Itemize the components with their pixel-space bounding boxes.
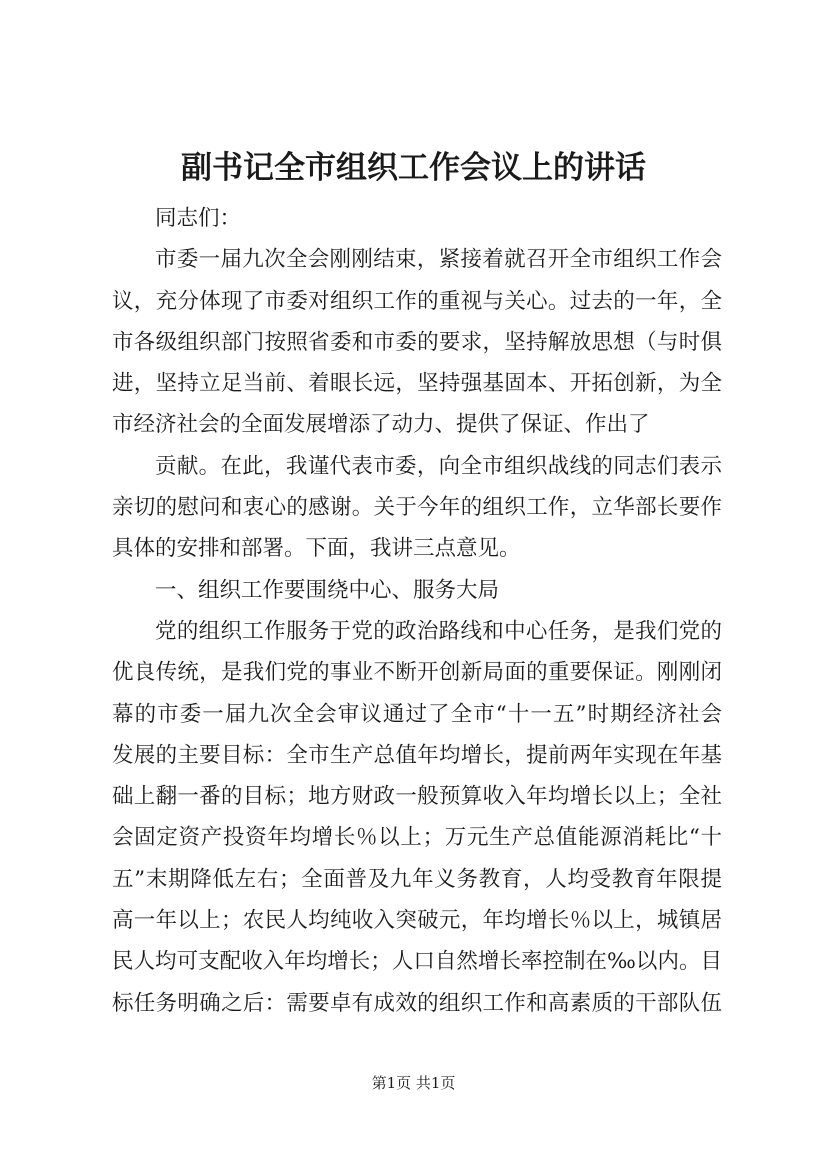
paragraph-line: 议，充分体现了市委对组织工作的重视与关心。过去的一年，全 [112,288,722,314]
paragraph-line: 发展的主要目标：全市生产总值年均增长，提前两年实现在年基 [112,742,722,768]
paragraph-line: 民人均可支配收入年均增长；人口自然增长率控制在‰以内。目 [112,949,722,975]
paragraph-line: 贡献。在此，我谨代表市委，向全市组织战线的同志们表示 [155,453,722,479]
page-footer: 第1页 共1页 [371,1074,456,1092]
paragraph-line: 市各级组织部门按照省委和市委的要求，坚持解放思想（与时俱 [112,329,722,355]
paragraph-line: 进，坚持立足当前、着眼长远，坚持强基固本、开拓创新，为全 [112,371,722,397]
paragraph-line: 党的组织工作服务于党的政治路线和中心任务，是我们党的 [155,618,722,644]
paragraph-line: 标任务明确之后：需要卓有成效的组织工作和高素质的干部队伍 [112,990,722,1016]
paragraph-line: 优良传统，是我们党的事业不断开创新局面的重要保证。刚刚闭 [112,660,722,686]
document-title: 副书记全市组织工作会议上的讲话 [181,150,646,186]
paragraph-line: 础上翻一番的目标；地方财政一般预算收入年均增长以上；全社 [112,784,722,810]
paragraph-line: 会固定资产投资年均增长％以上；万元生产总值能源消耗比“十 [112,825,722,851]
paragraph-line: 亲切的慰问和衷心的感谢。关于今年的组织工作，立华部长要作 [112,495,722,521]
paragraph-line: 具体的安排和部署。下面，我讲三点意见。 [112,536,521,562]
section-heading: 一、组织工作要围绕中心、服务大局 [155,577,500,603]
paragraph-line: 市经济社会的全面发展增添了动力、提供了保证、作出了 [112,412,650,438]
paragraph-line: 市委一届九次全会刚刚结束，紧接着就召开全市组织工作会 [155,247,722,273]
paragraph-line: 高一年以上；农民人均纯收入突破元，年均增长％以上，城镇居 [112,908,722,934]
paragraph-line: 五”末期降低左右；全面普及九年义务教育，人均受教育年限提 [112,866,722,892]
document-body [112,198,722,1024]
paragraph-line: 同志们： [155,206,242,231]
paragraph-line: 幕的市委一届九次全会审议通过了全市“十一五”时期经济社会 [112,701,722,727]
